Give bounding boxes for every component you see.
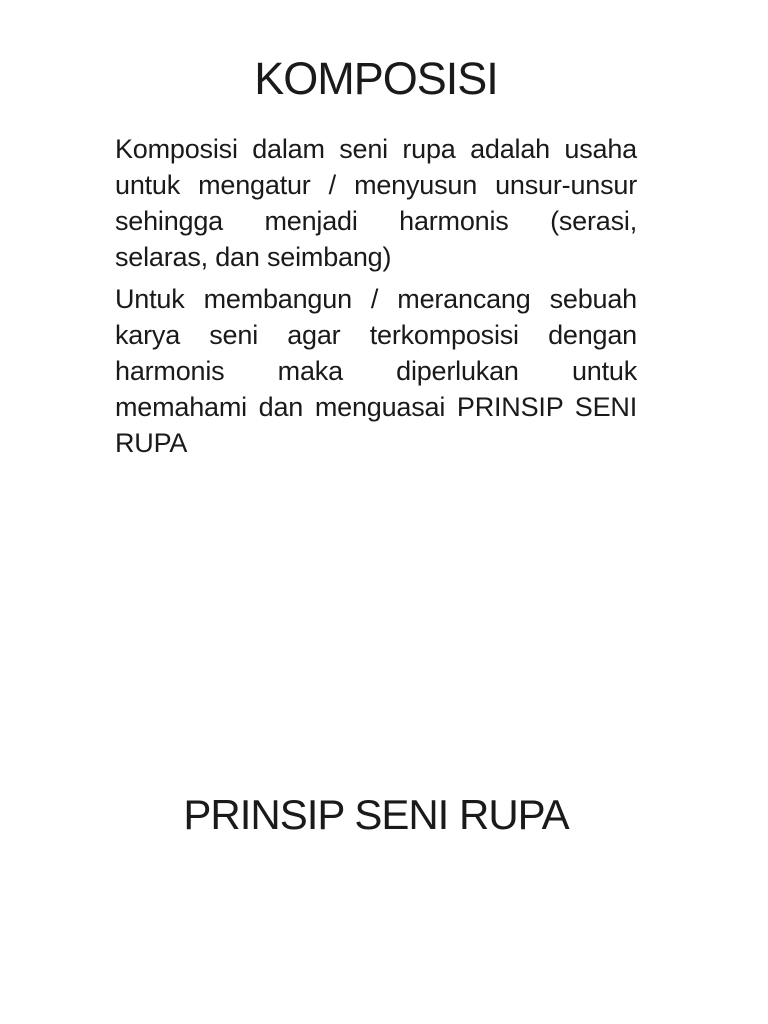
paragraph-2-line: RUPA [115, 428, 188, 458]
paragraph-1-line: untuk mengatur / menyusun unsur-unsur [115, 170, 637, 200]
paragraph-1-line: selaras, dan seimbang) [115, 242, 392, 272]
paragraph-2-line: harmonis maka diperlukan untuk [115, 356, 637, 386]
paragraph-2-line: karya seni agar terkomposisi dengan [115, 320, 637, 350]
slide1-body [115, 131, 637, 467]
paragraph-2 [115, 281, 637, 461]
paragraph-2-line: Untuk membangun / merancang sebuah [115, 284, 637, 314]
paragraph-2-line: memahami dan menguasai PRINSIP SENI [115, 392, 637, 422]
slide2-title: PRINSIP SENI RUPA [183, 791, 569, 838]
paragraph-1-line: sehingga menjadi harmonis (serasi, [115, 206, 637, 236]
paragraph-1-line: Komposisi dalam seni rupa adalah usaha [115, 134, 637, 164]
slide1-title: KOMPOSISI [254, 53, 498, 104]
paragraph-1 [115, 131, 637, 275]
